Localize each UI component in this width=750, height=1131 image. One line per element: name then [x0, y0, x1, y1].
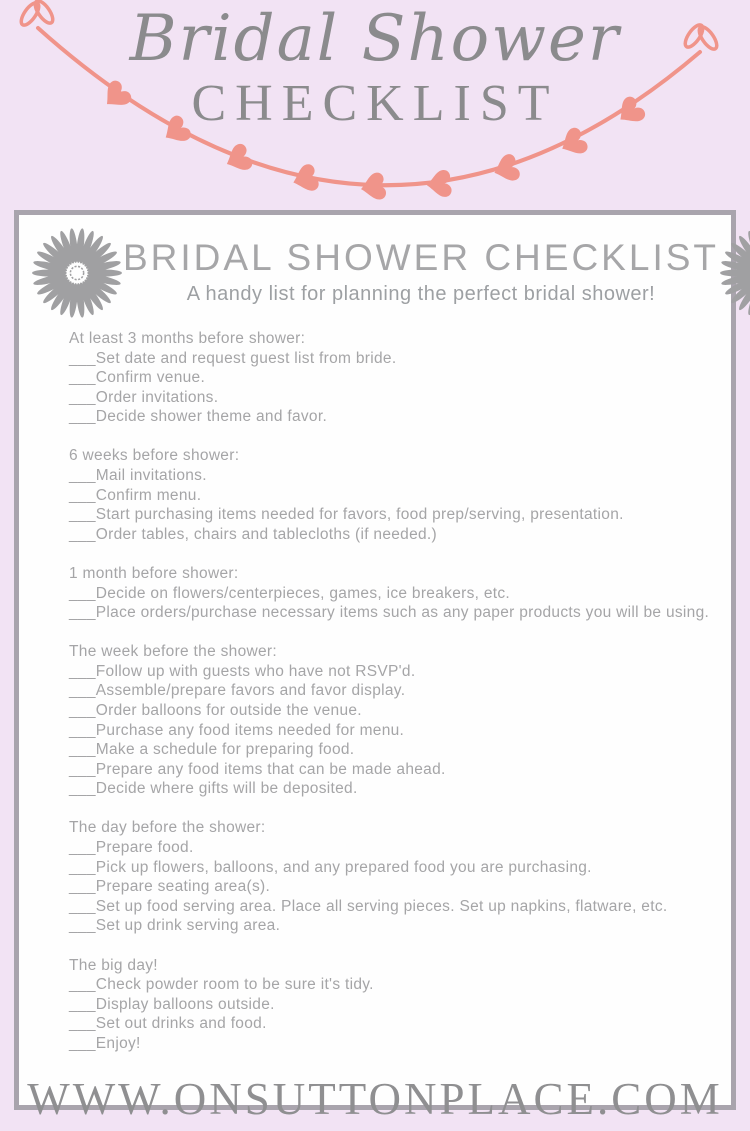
section-heading: The week before the shower:: [69, 643, 277, 661]
banner-script-title: Bridal Shower: [129, 2, 621, 76]
section-heading: 1 month before shower:: [69, 564, 239, 582]
checklist-item: ___Assemble/prepare favors and favor display.: [69, 682, 406, 700]
checklist-item: ___Order invitations.: [69, 388, 219, 406]
checklist-item: ___Set up drink serving area.: [69, 917, 281, 935]
daisy-icon: [31, 227, 123, 319]
checklist-section: [69, 642, 703, 799]
checklist-item: ___Set up food serving area. Place all serving pieces. Set up napkins, flatware, etc.: [69, 897, 668, 915]
checklist-item: ___Make a schedule for preparing food.: [69, 741, 355, 759]
checklist-item: ___Decide where gifts will be deposited.: [69, 780, 358, 798]
checklist-item: ___Order balloons for outside the venue.: [69, 702, 362, 719]
checklist-item: ___Prepare any food items that can be made ahead.: [69, 760, 446, 778]
checklist-item: ___Check powder room to be sure it's tidy.: [69, 976, 374, 994]
card-title: BRIDAL SHOWER CHECKLIST: [123, 237, 719, 278]
section-heading: 6 weeks before shower:: [69, 447, 240, 465]
checklist-section: [69, 446, 703, 544]
daisy-icon: [719, 227, 750, 319]
checklist-sections: [19, 319, 731, 1073]
checklist-item: ___Follow up with guests who have not RSVP'd.: [69, 662, 416, 680]
checklist-item: ___Decide shower theme and favor.: [69, 408, 328, 426]
checklist-section: [69, 329, 703, 427]
checklist-item: ___Set out drinks and food.: [69, 1015, 267, 1033]
checklist-item: ___Confirm menu.: [69, 486, 202, 504]
section-heading: At least 3 months before shower:: [69, 330, 306, 347]
checklist-item: ___Prepare food.: [69, 839, 194, 857]
section-heading: The day before the shower:: [69, 819, 266, 837]
checklist-card: [14, 210, 736, 1124]
banner: [0, 0, 750, 211]
checklist-section: [69, 564, 710, 623]
checklist-section: [69, 956, 703, 1054]
checklist-item: ___Set date and request guest list from bride.: [69, 349, 397, 367]
checklist-item: ___Purchase any food items needed for menu.: [69, 721, 405, 739]
card-header: [19, 215, 731, 319]
checklist-item: ___Place orders/purchase necessary items such as any paper products you will be using.: [69, 604, 710, 622]
checklist-item: ___Pick up flowers, balloons, and any prepared food you are purchasing.: [69, 858, 592, 876]
card-subtitle: A handy list for planning the perfect bridal shower!: [186, 283, 656, 305]
checklist-item: ___Prepare seating area(s).: [69, 878, 271, 896]
checklist-item: ___Start purchasing items needed for favors, food prep/serving, presentation.: [69, 506, 624, 524]
checklist-item: ___Mail invitations.: [69, 467, 207, 485]
checklist-section: [69, 818, 703, 936]
checklist-item: ___Display balloons outside.: [69, 995, 275, 1013]
checklist-item: ___Enjoy!: [69, 1034, 141, 1052]
checklist-item: ___Order tables, chairs and tablecloths (if needed.): [69, 525, 437, 543]
banner-caps-title: CHECKLIST: [191, 75, 559, 132]
site-url: WWW.ONSUTTONPLACE.COM: [27, 1074, 723, 1124]
card-header-text: [123, 227, 719, 306]
checklist-item: ___Confirm venue.: [69, 369, 206, 387]
checklist-item: ___Decide on flowers/centerpieces, games, ice breakers, etc.: [69, 584, 511, 602]
section-heading: The big day!: [69, 956, 158, 974]
